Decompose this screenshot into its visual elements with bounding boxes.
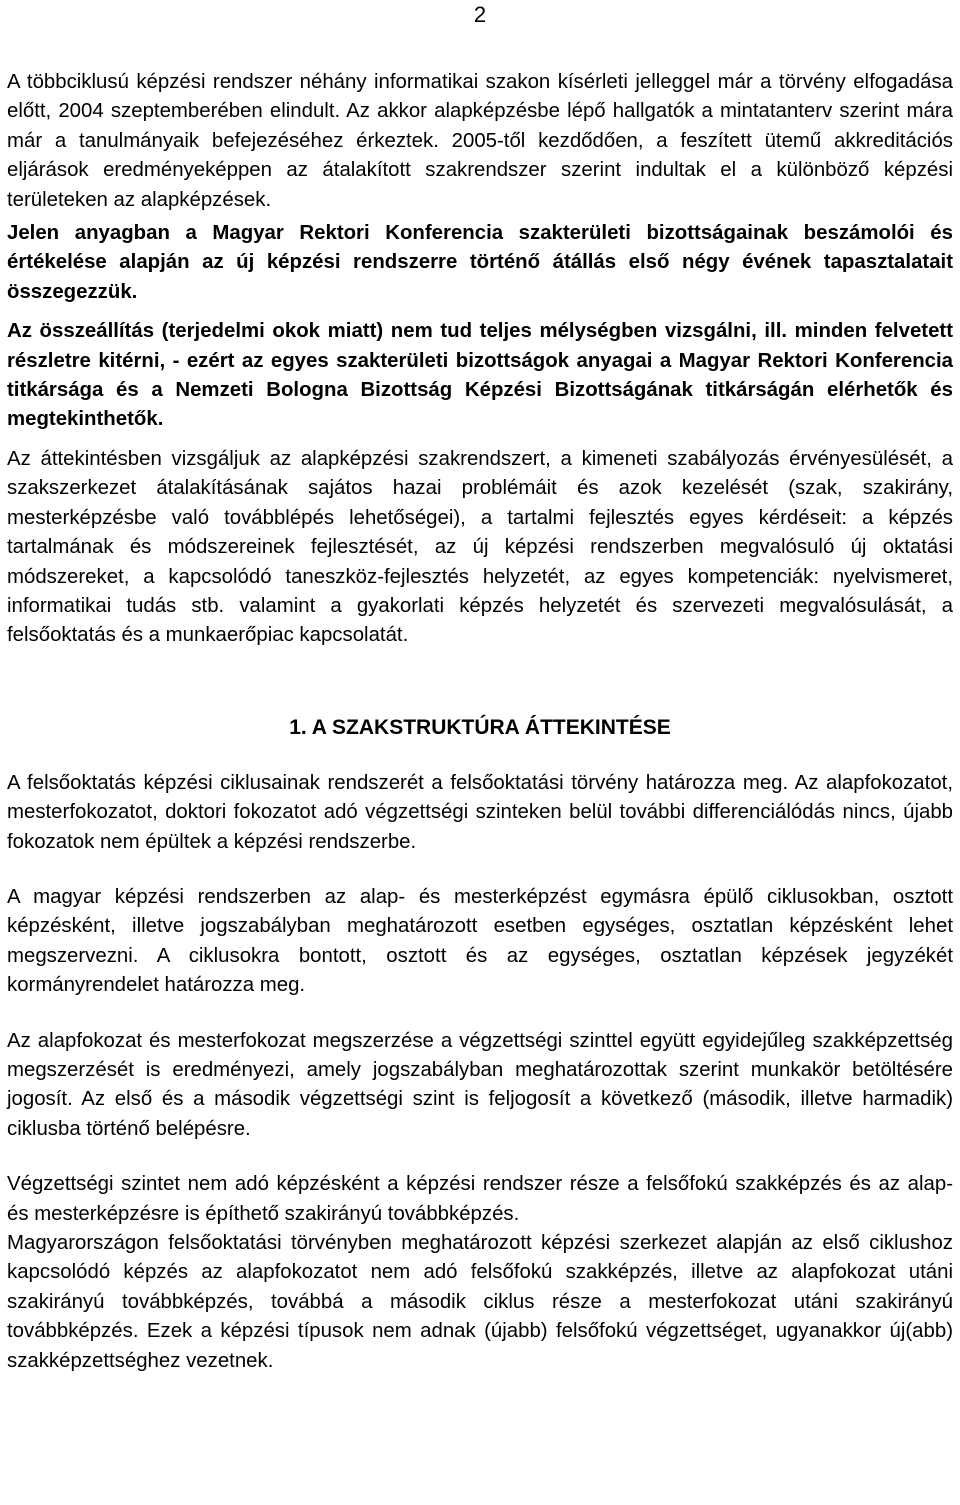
section-paragraph-5: Magyarországon felsőoktatási törvényben meghatározott képzési szerkezet alapján az első ciklushoz kapcsolódó képzés az alapfokozatot nem adó felsőfokú szakképzés, illetve az alapfokozat utáni szakirányú továbbképzés, továbbá a második ciklus része a mesterfokozat utáni szakirányú továbbképzés. Ezek a képzési típusok nem adnak (újabb) felsőfokú végzettséget, ugyanakkor új(abb) szakképzettséghez vezetnek.	[7, 1232, 953, 1372]
section-paragraph-4: Végzettségi szintet nem adó képzésként a képzési rendszer része a felsőfokú szakképzés és az alap- és mesterképzésre is építhető szakirányú továbbképzés.	[7, 1173, 953, 1225]
intro-paragraph-1: A többciklusú képzési rendszer néhány informatikai szakon kísérleti jelleggel már a törvény elfogadása előtt, 2004 szeptemberében elindult. Az akkor alapképzésbe lépő hallgatók a mintatanterv szerint mára már a tanulmányaik befejezéséhez érkeztek. 2005-től kezdődően, a feszített ütemű akkreditációs eljárások eredményeképpen az átalakított szakrendszer szerint indultak el a különböző képzési területeken az alapképzések.	[7, 71, 953, 211]
intro-paragraph-3-bold: Az összeállítás (terjedelmi okok miatt) nem tud teljes mélységben vizsgálni, ill. minden felvetett részletre kitérni, - ezért az egyes szakterületi bizottságok anyagai a Magyar Rektori Konferencia titkársága és a Nemzeti Bologna Bizottság Képzési Bizottságának titkárságán elérhetők és megtekinthetők.	[7, 320, 953, 431]
section-paragraph-2: A magyar képzési rendszerben az alap- és mesterképzést egymásra épülő ciklusokban, osztott képzésként, illetve jogszabályban meghatározott esetben egységes, osztatlan képzésként lehet megszervezni. A ciklusokra bontott, osztott és az egységes, osztatlan képzések jegyzékét kormányrendelet határozza meg.	[7, 885, 953, 997]
intro-paragraph-2-bold: Jelen anyagban a Magyar Rektori Konferencia szakterületi bizottságainak beszámolói és értékelése alapján az új képzési rendszerre történő átállás első négy évének tapasztalatait összegezzük.	[7, 222, 953, 303]
page-number: 2	[473, 2, 487, 27]
section-paragraph-3: Az alapfokozat és mesterfokozat megszerzése a végzettségi szinttel együtt egyidejűleg szakképzettség megszerzését is eredményezi, amely jogszabályban meghatározottak szerint munkakör betöltésére jogosít. Az első és a második végzettségi szint is feljogosít a következő (második, illetve harmadik) ciklusba történő belépésre.	[7, 1029, 953, 1140]
intro-paragraph-4: Az áttekintésben vizsgáljuk az alapképzési szakrendszert, a kimeneti szabályozás érvényesülését, a szakszerkezet átalakításának sajátos hazai problémáit és azok kezelését (szak, szakirány, mesterképzésbe való továbblépés lehetőségei), a tartalmi fejlesztés egyes kérdéseit: a képzés tartalmának és módszereinek fejlesztését, az új képzési rendszerben megvalósuló új oktatási módszereket, a kapcsolódó taneszköz-fejlesztés helyzetét, az egyes kompetenciák: nyelvismeret, informatikai tudás stb. valamint a gyakorlati képzés helyzetét és szervezeti megvalósulását, a felsőoktatás és a munkaerőpiac kapcsolatát.	[7, 447, 953, 647]
section-paragraph-1: A felsőoktatás képzési ciklusainak rendszerét a felsőoktatási törvény határozza meg. Az alapfokozatot, mesterfokozatot, doktori fokozatot adó végzettségi szinteken belül további differenciálódás nincs, újabb fokozatok nem épültek a képzési rendszerbe.	[7, 771, 953, 853]
section-heading: 1. A SZAKSTRUKTÚRA ÁTTEKINTÉSE	[289, 715, 671, 739]
document-body	[7, 68, 953, 1376]
